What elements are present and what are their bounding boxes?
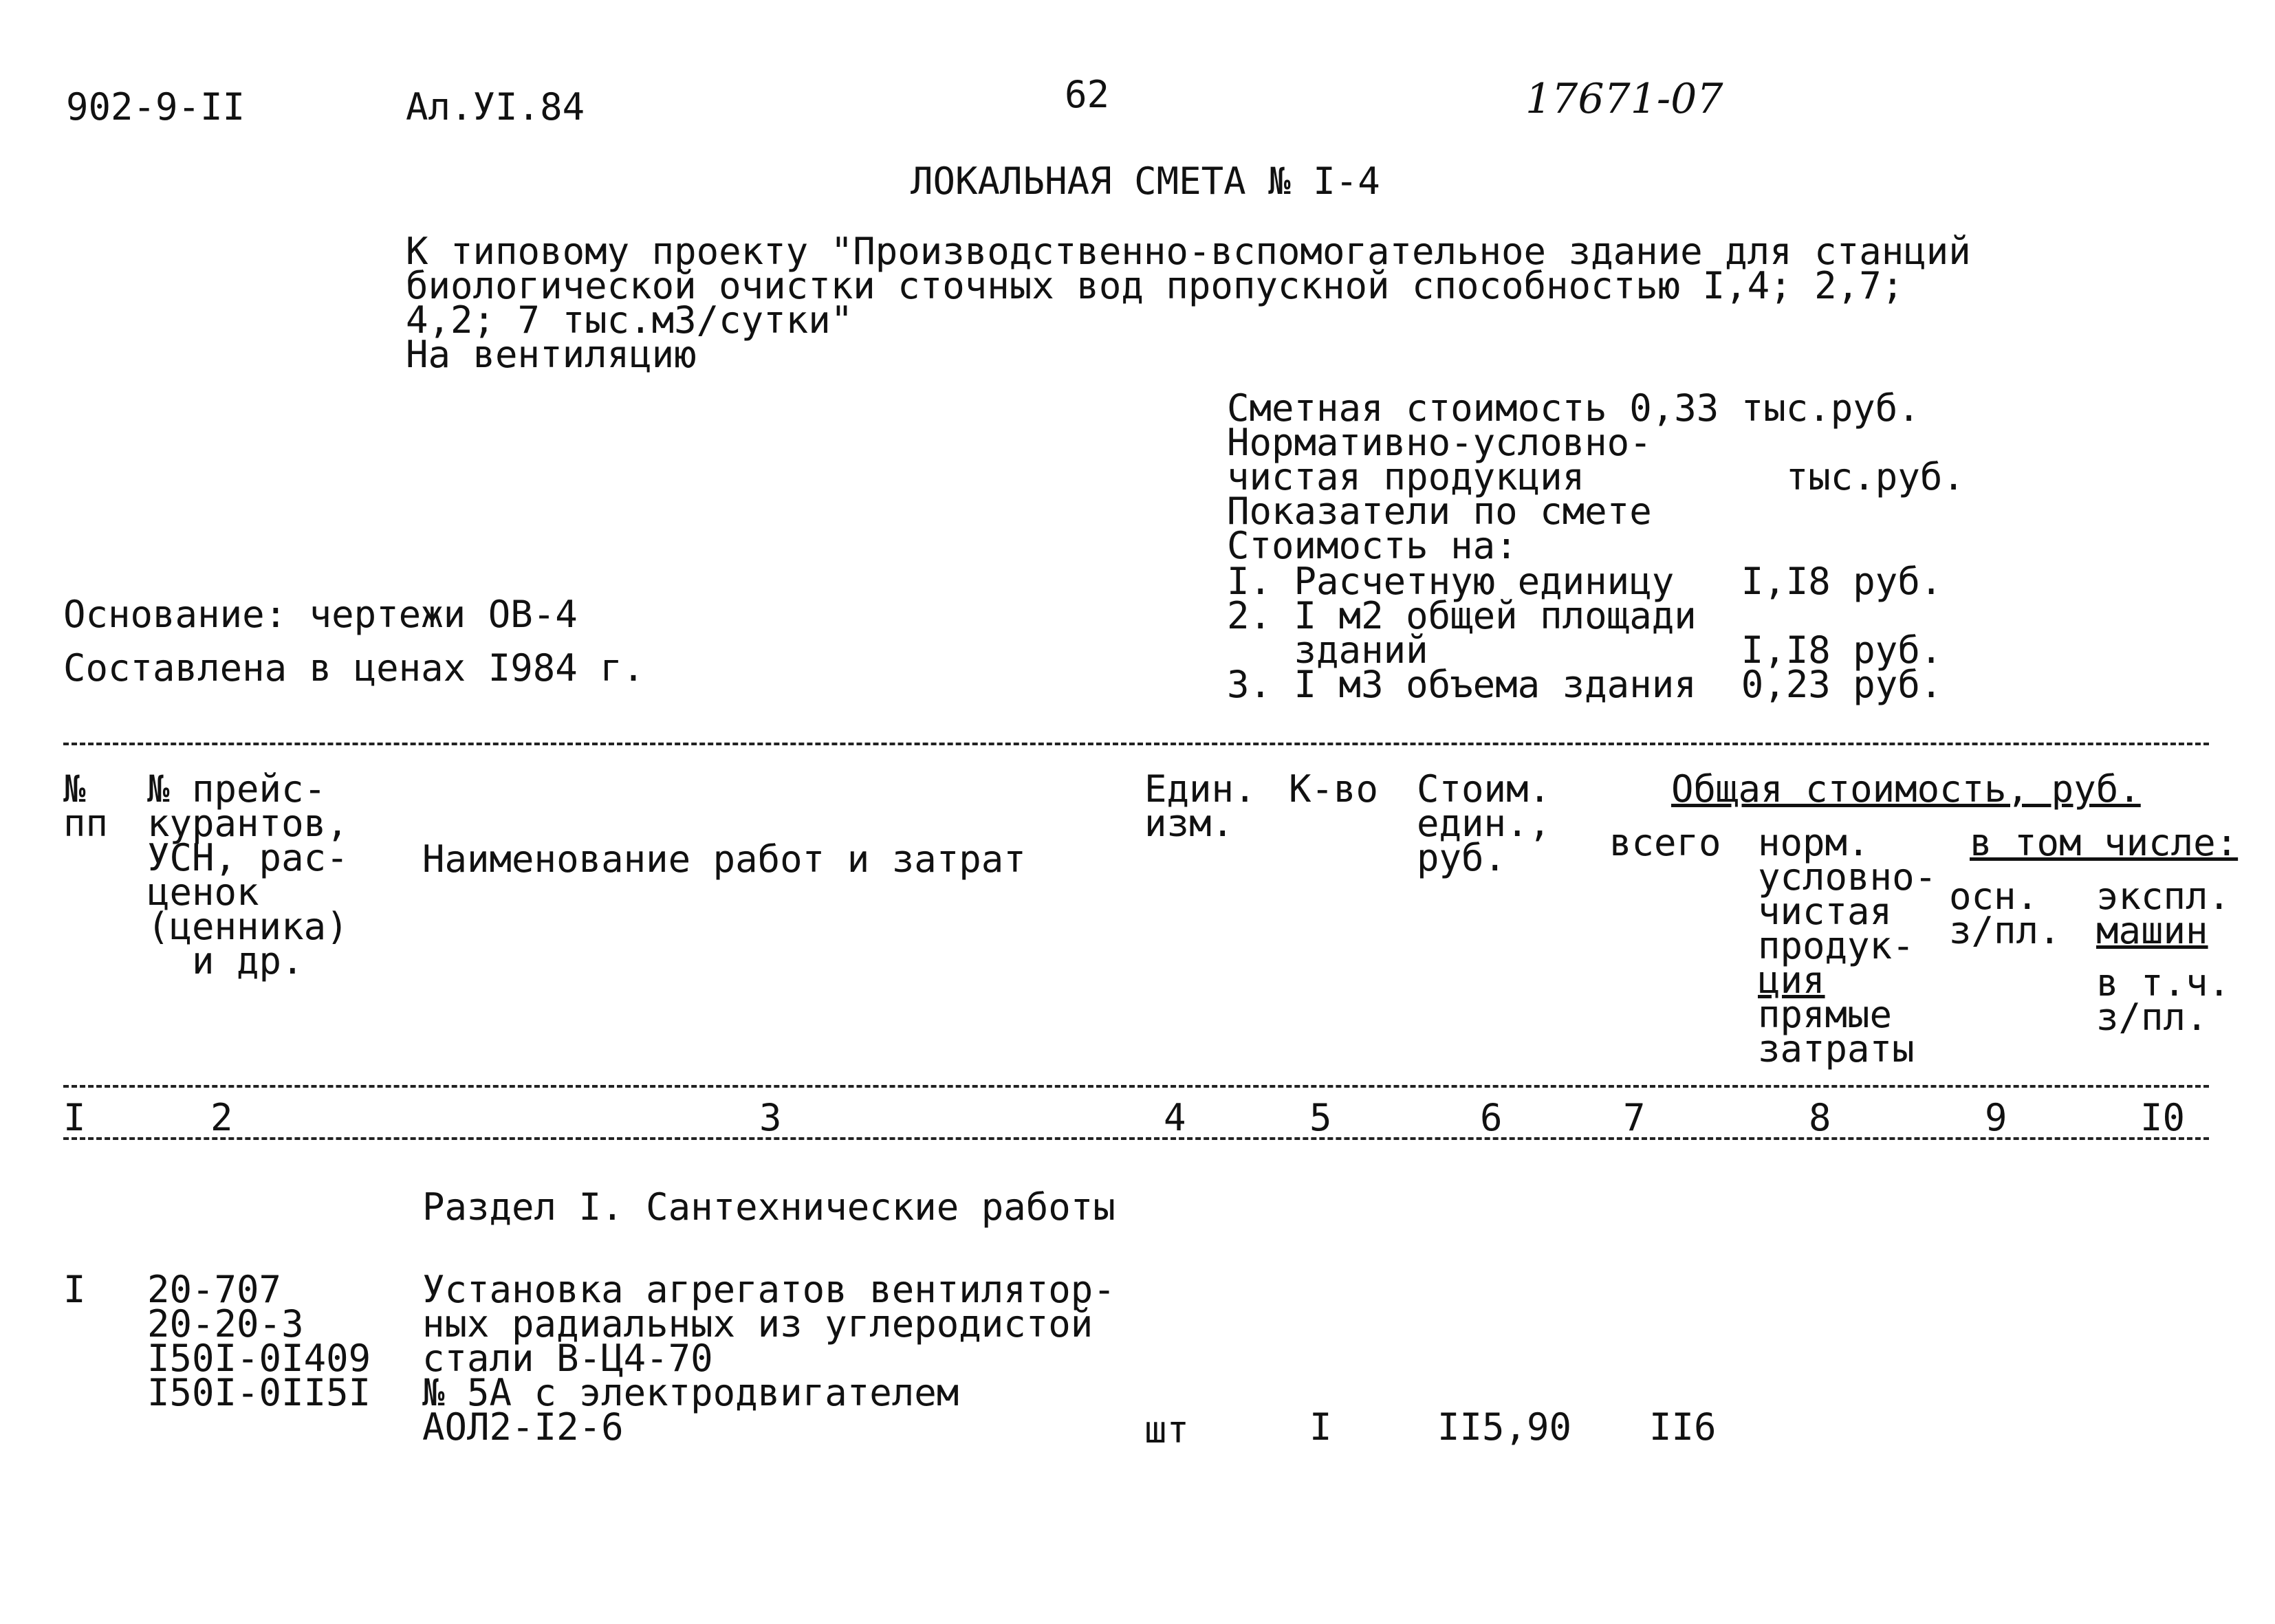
col4-header: Един. (1144, 767, 1256, 811)
col7-header: всего (1609, 821, 1721, 864)
col4-header: изм. (1144, 802, 1234, 845)
column-number: 5 (1309, 1096, 1332, 1139)
including-title: в том числе: (1970, 821, 2239, 864)
column-number: 9 (1985, 1096, 2007, 1139)
summary-line: Сметная стоимость 0,33 тыс.руб. (1227, 386, 1920, 430)
col6-header: руб. (1417, 836, 1507, 879)
column-number: 8 (1809, 1096, 1831, 1139)
album-number: Ал.УI.84 (406, 85, 585, 129)
col8-header: затраты (1758, 1027, 1915, 1071)
column-number: 6 (1480, 1096, 1503, 1139)
col3-header: Наименование работ и затрат (422, 837, 1026, 881)
row-code: I50I-0II5I (147, 1371, 371, 1414)
row-name: ных радиальных из углеродистой (422, 1302, 1093, 1346)
col2-header: УСН, рас- (147, 836, 349, 879)
subject-line: К типовому проекту "Производственно-вспомогательное здание для станций (406, 230, 1971, 273)
row-code: 20-707 (147, 1268, 282, 1311)
summary-line: Показатели по смете (1227, 490, 1652, 533)
col6-header: Стоим. (1417, 767, 1552, 811)
column-number: 2 (210, 1096, 233, 1139)
col10-header: машин (2096, 909, 2208, 952)
row-unit-price: II5,90 (1437, 1405, 1572, 1449)
column-number: 7 (1623, 1096, 1646, 1139)
col2-header: ценок (147, 870, 259, 914)
row-code: I50I-0I409 (147, 1337, 371, 1380)
col5-header: К-во (1289, 767, 1379, 811)
col1-header: пп (63, 802, 109, 845)
summary-line: Стоимость на: (1227, 524, 1518, 567)
project-code: 902-9-II (66, 85, 246, 129)
subject-line: биологической очистки сточных вод пропускной способностью I,4; 2,7; (406, 264, 1904, 307)
row-name: АОЛ2-I2-6 (422, 1405, 624, 1449)
row-name: № 5А с электродвигателем (422, 1371, 959, 1414)
column-number: 3 (759, 1096, 782, 1139)
column-number: 4 (1164, 1096, 1186, 1139)
col8-header: ция (1758, 958, 1825, 1002)
subject-line: 4,2; 7 тыс.м3/сутки" (406, 298, 853, 342)
col2-header: курантов, (147, 802, 349, 845)
col2-header: и др. (147, 939, 304, 983)
subject-line: На вентиляцию (406, 333, 697, 376)
row-number: I (63, 1268, 86, 1311)
handwritten-number: 17671-07 (1525, 75, 1723, 123)
column-numbers-top-rule (63, 1085, 2209, 1088)
document-title: ЛОКАЛЬНАЯ СМЕТА № I-4 (911, 160, 1380, 203)
summary-line: Нормативно-условно- (1227, 421, 1652, 464)
total-cost-group-title: Общая стоимость, руб. (1671, 767, 2141, 811)
col8-header: продук- (1758, 924, 1915, 967)
col8-header: норм. (1758, 821, 1870, 864)
table-top-rule (63, 743, 2209, 745)
row-name: стали В-Ц4-70 (422, 1337, 713, 1380)
col9-header: з/пл. (1949, 909, 2061, 952)
col10-header: экспл. (2096, 875, 2231, 918)
row-code: 20-20-3 (147, 1302, 304, 1346)
summary-line: зданий I,I8 руб. (1227, 628, 1943, 672)
summary-line: I. Расчетную единицу I,I8 руб. (1227, 560, 1943, 603)
column-number: I (63, 1096, 86, 1139)
col9-header: осн. (1949, 875, 2039, 918)
summary-line: 3. I м3 объема здания 0,23 руб. (1227, 663, 1943, 706)
page-number: 62 (1065, 73, 1110, 116)
col2-header: № прейс- (147, 767, 327, 811)
price-basis: Составлена в ценах I984 г. (63, 646, 645, 690)
column-number: I0 (2140, 1096, 2186, 1139)
col2-header: (ценника) (147, 905, 349, 948)
col8-header: чистая (1758, 890, 1893, 933)
row-total: II6 (1649, 1405, 1717, 1449)
column-numbers-bottom-rule (63, 1137, 2209, 1140)
section-title: Раздел I. Сантехнические работы (422, 1185, 1115, 1229)
col6-header: един., (1417, 802, 1552, 845)
basis-drawings: Основание: чертежи ОВ-4 (63, 593, 578, 636)
summary-line: чистая продукция тыс.руб. (1227, 455, 1965, 498)
row-unit: шт (1144, 1408, 1190, 1451)
col10-header: з/пл. (2096, 996, 2208, 1039)
row-name: Установка агрегатов вентилятор- (422, 1268, 1115, 1311)
row-quantity: I (1309, 1405, 1332, 1449)
col8-header: условно- (1758, 855, 1937, 899)
summary-line: 2. I м2 общей площади (1227, 594, 1697, 637)
col8-header: прямые (1758, 993, 1893, 1036)
col1-header: № (63, 767, 86, 811)
col10-header: в т.ч. (2096, 961, 2231, 1005)
